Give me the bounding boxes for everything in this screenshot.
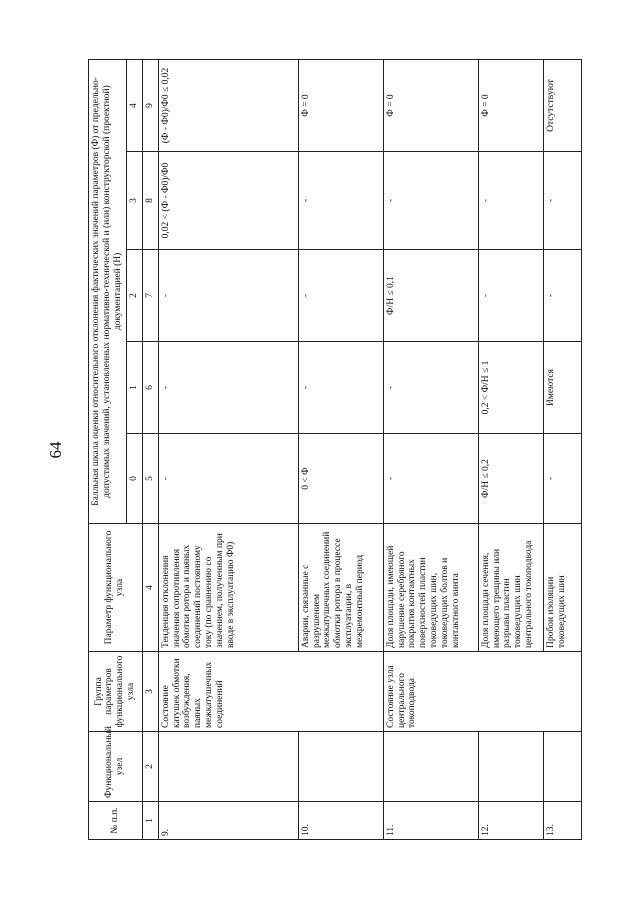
row-score-3: - <box>478 152 543 250</box>
col-number: 6 <box>142 342 158 434</box>
row-score-3: - <box>543 152 581 250</box>
row-param: Аварии, связанные с разрушением межкатушечных соединений обмотки ротора в процессе эксплуатации, в межремонтный период <box>298 524 383 652</box>
header-param: Параметр функционального узла <box>89 524 143 652</box>
row-score-2: - <box>543 250 581 342</box>
row-number: 12. <box>478 802 543 840</box>
assessment-table <box>88 59 582 840</box>
row-score-0: - <box>158 434 298 524</box>
row-score-3: - <box>383 152 478 250</box>
row-number: 10. <box>298 802 383 840</box>
row-score-0: Ф/Н ≤ 0,2 <box>478 434 543 524</box>
col-number: 5 <box>142 434 158 524</box>
row-score-2: - <box>478 250 543 342</box>
row-param: Тенденция отклонения значения сопротивления обмотки ротора и паяных соединений постоянному току (по сравнению со значением, полученным при вводе в эксплуатацию Ф0) <box>158 524 298 652</box>
header-score-1: 1 <box>126 342 142 434</box>
row-score-1: - <box>383 342 478 434</box>
header-score-3: 3 <box>126 152 142 250</box>
page-number: 64 <box>46 441 65 459</box>
row-score-2: - <box>298 250 383 342</box>
col-number: 7 <box>142 250 158 342</box>
col-number: 1 <box>142 802 158 840</box>
row-score-3: - <box>298 152 383 250</box>
row-score-3: 0,02 < (Ф - Ф0)/Ф0 <box>158 152 298 250</box>
row-score-0: 0 < Ф <box>298 434 383 524</box>
row-score-4: Ф = 0 <box>478 60 543 152</box>
row-score-4: (Ф - Ф0)/Ф0 ≤ 0,02 <box>158 60 298 152</box>
header-scale-title: Балльная шкала оценки относительного отклонения фактических значений параметров (Ф) от предельно-допустимых значений, установленных нормативно-технической и (или) конструкторской (проектной) документацией (Н) <box>89 60 127 524</box>
header-score-2: 2 <box>126 250 142 342</box>
row-unit <box>298 732 383 802</box>
row-param: Доля площади сечения, имеющего трещины или разрывы пластин токоведущих шин центрального токоподвода <box>478 524 543 652</box>
row-score-1: 0,2 < Ф/Н ≤ 1 <box>478 342 543 434</box>
row-group: Состояние катушек обмотки возбуждения, паяных межкатушечных соединений <box>158 652 383 732</box>
col-number: 9 <box>142 60 158 152</box>
row-unit <box>383 732 478 802</box>
row-score-4: Отсутствуют <box>543 60 581 152</box>
row-number: 11. <box>383 802 478 840</box>
col-number: 2 <box>142 732 158 802</box>
row-unit <box>158 732 298 802</box>
row-score-2: Ф/Н ≤ 0,1 <box>383 250 478 342</box>
row-score-4: Ф = 0 <box>298 60 383 152</box>
header-score-0: 0 <box>126 434 142 524</box>
row-score-0: - <box>543 434 581 524</box>
col-number: 4 <box>142 524 158 652</box>
rotated-page <box>88 10 633 890</box>
row-score-2: - <box>158 250 298 342</box>
table-row <box>158 60 298 840</box>
row-score-1: Имеются <box>543 342 581 434</box>
row-param: Доля площади, имеющей нарушение серебряного покрытия контактных поверхностей пластин токоведущих шин, токоведущих болтов и контактного винта <box>383 524 478 652</box>
header-unit: Функциональный узел <box>89 732 143 802</box>
header-no: № п.п. <box>89 802 143 840</box>
row-unit <box>478 732 543 802</box>
row-score-4: Ф = 0 <box>383 60 478 152</box>
row-group: Состояние узла центрального токоподвода <box>383 652 581 732</box>
row-number: 13. <box>543 802 581 840</box>
row-score-0: - <box>383 434 478 524</box>
table-row <box>383 60 478 840</box>
row-unit <box>543 732 581 802</box>
row-score-1: - <box>158 342 298 434</box>
header-group: Группа параметров функционального узла <box>89 652 143 732</box>
col-number: 3 <box>142 652 158 732</box>
header-score-4: 4 <box>126 60 142 152</box>
row-score-1: - <box>298 342 383 434</box>
row-param: Пробои изоляции токоведущих шин <box>543 524 581 652</box>
col-number: 8 <box>142 152 158 250</box>
row-number: 9. <box>158 802 298 840</box>
